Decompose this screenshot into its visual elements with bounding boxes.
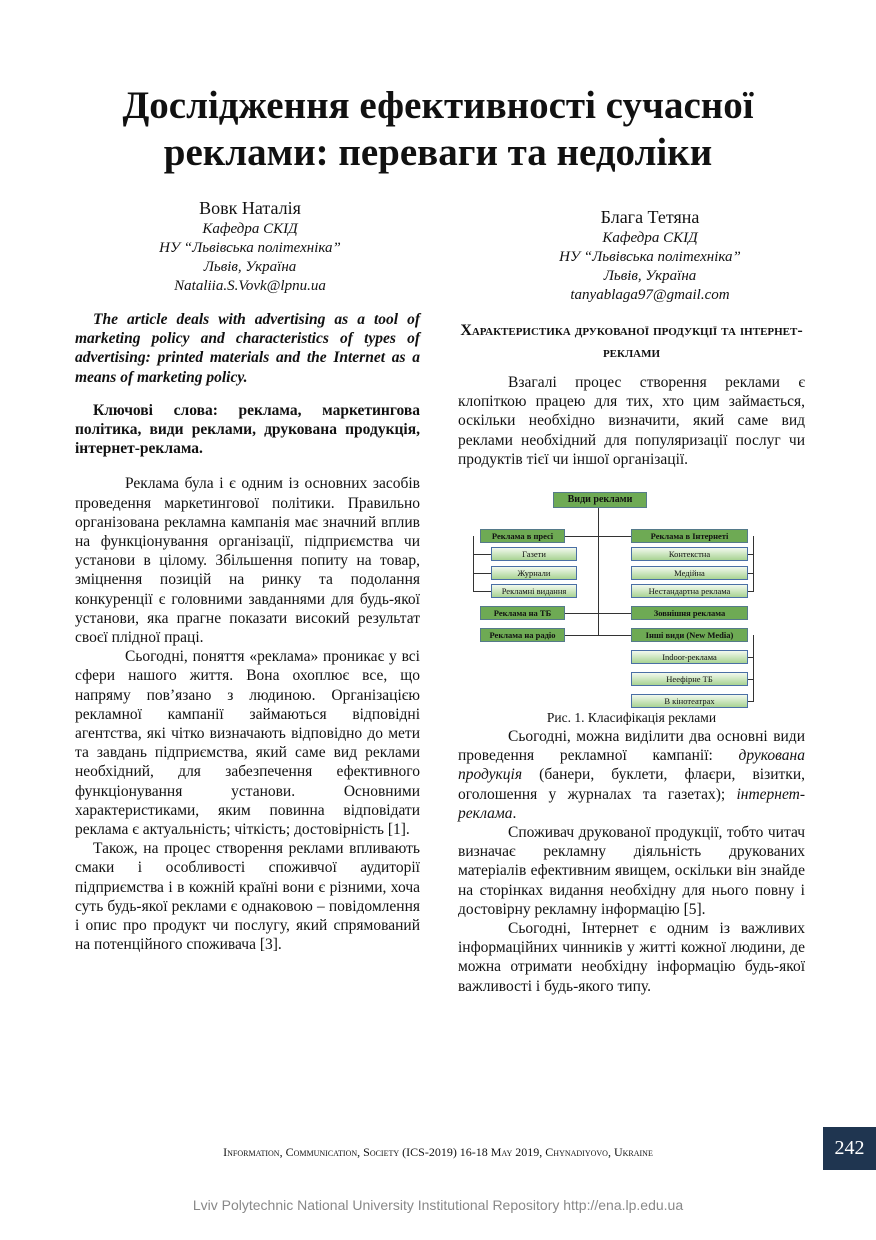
text: (банери, буклети, флаєри, візитки, оголошення у журналах та газетах); bbox=[458, 766, 805, 803]
paragraph: Взагалі процес створення реклами є клопіткою працею для тих, хто цим займається, оскільки необхідно визначити, який саме вид реклами необхідний для популяризації послуг чи продуктів тієї чи іншої організації. bbox=[458, 374, 805, 468]
diagram-root: Види реклами bbox=[553, 492, 647, 508]
keywords: Ключові слова: реклама, маркетингова політика, види реклами, друкована продукція, інтернет-реклама. bbox=[75, 401, 420, 458]
diagram-node: Реклама на радіо bbox=[480, 628, 565, 642]
paragraph: Реклама була і є одним із основних засобів проведення маркетингової політики. Правильно організована рекламна кампанія має значний вплив на функціонування організації, підприємства чи установи в цілому. Збільшення попиту на товар, зміцнення позицій на ринку та подолання конкуренції є головними завданнями для будь-якої установи, яка прагне показати високий результат своєї плідної праці. bbox=[75, 475, 420, 647]
paper-title: Дослідження ефективності сучасної реклами: переваги та недоліки bbox=[122, 84, 754, 174]
text: Сьогодні, можна виділити два основні види проведення рекламної кампанії: bbox=[458, 728, 805, 765]
author-univ: НУ “Львівська політехніка” bbox=[559, 249, 741, 265]
footer: Information, Communication, Society (ICS-2019) 16-18 May 2019, Chynadiyovo, Ukraine bbox=[223, 1145, 653, 1159]
page-number: 242 bbox=[823, 1127, 876, 1170]
author-dept: Кафедра СКІД bbox=[202, 221, 298, 237]
author-univ: НУ “Львівська політехніка” bbox=[159, 240, 341, 256]
diagram-node: Неефірне ТБ bbox=[631, 672, 748, 686]
diagram-node: Контекстна bbox=[631, 547, 748, 561]
right-column bbox=[458, 320, 805, 469]
diagram-node: Реклама в пресі bbox=[480, 529, 565, 543]
diagram-node: Журнали bbox=[491, 566, 577, 580]
diagram-node: Газети bbox=[491, 547, 577, 561]
left-column bbox=[75, 310, 420, 955]
emphasis: друкована продукція bbox=[458, 747, 805, 784]
paragraph: Також, на процес створення реклами впливають смаки і особливості споживчої аудиторії підприємства і в кожній країні вони є різними, хоча суть будь-якої реклами є однаковою – повідомлення і опис про продукт чи послугу, який спрямований на потенційного споживача [3]. bbox=[75, 840, 420, 954]
diagram-node: Нестандартна реклама bbox=[631, 584, 748, 598]
diagram-node: Інші види (New Media) bbox=[631, 628, 748, 642]
diagram-node: Медійна bbox=[631, 566, 748, 580]
paragraph: Сьогодні, Інтернет є одним із важливих інформаційних чинників у житті кожної людини, де можна отримати необхідну інформацію будь-якої важливості і будь-якого типу. bbox=[458, 920, 805, 995]
section-heading: Характеристика друкованої продукції та інтернет-реклами bbox=[460, 322, 803, 361]
diagram-node: Реклама в Інтернеті bbox=[631, 529, 748, 543]
diagram-node: Реклама на ТБ bbox=[480, 606, 565, 620]
author-dept: Кафедра СКІД bbox=[602, 230, 698, 246]
paragraph bbox=[458, 727, 805, 823]
text: . bbox=[512, 804, 517, 822]
author-1 bbox=[95, 196, 405, 296]
author-email: tanyablaga97@gmail.com bbox=[570, 287, 730, 303]
author-2 bbox=[495, 205, 805, 305]
diagram-node: Indoor-реклама bbox=[631, 650, 748, 664]
author-email: Nataliia.S.Vovk@lpnu.ua bbox=[174, 278, 326, 294]
abstract: The article deals with advertising as a tool of marketing policy and characteristics of types of advertising: printed materials and the Internet as a means of marketing policy. bbox=[75, 311, 420, 386]
right-column-lower bbox=[458, 727, 805, 996]
author-name: Блага Тетяна bbox=[600, 207, 700, 227]
paragraph: Споживач друкованої продукції, тобто читач визначає рекламну діяльність друкованих матеріалів ефективним явищем, оскільки він знайде на сторінках видання необхідну для нього повну і достовірну рекламну інформацію [5]. bbox=[458, 824, 805, 918]
author-name: Вовк Наталія bbox=[199, 198, 301, 218]
diagram-node: В кінотеатрах bbox=[631, 694, 748, 708]
emphasis: інтернет-реклама bbox=[458, 785, 805, 822]
author-city: Львів, Україна bbox=[203, 259, 297, 275]
author-city: Львів, Україна bbox=[603, 268, 697, 284]
repository-note: Lviv Polytechnic National University Institutional Repository http://ena.lp.edu.ua bbox=[192, 1197, 684, 1213]
paragraph: Сьогодні, поняття «реклама» проникає у всі сфери нашого життя. Вона охоплює все, що напряму пов’язано з людиною. Організацією рекламної кампанії займаються відповідні агентства, які чітко визначають відповідно до мети та завдань підприємства, який саме вид реклами необхідний, для забезпечення ефективного функціонування установи. Основними характеристиками, яким повинна відповідати реклама є актуальність; чіткість; достовірність [1]. bbox=[75, 648, 420, 839]
diagram-node: Рекламні видання bbox=[491, 584, 577, 598]
diagram-node: Зовнішня реклама bbox=[631, 606, 748, 620]
figure-caption: Рис. 1. Класифікація реклами bbox=[546, 710, 717, 725]
